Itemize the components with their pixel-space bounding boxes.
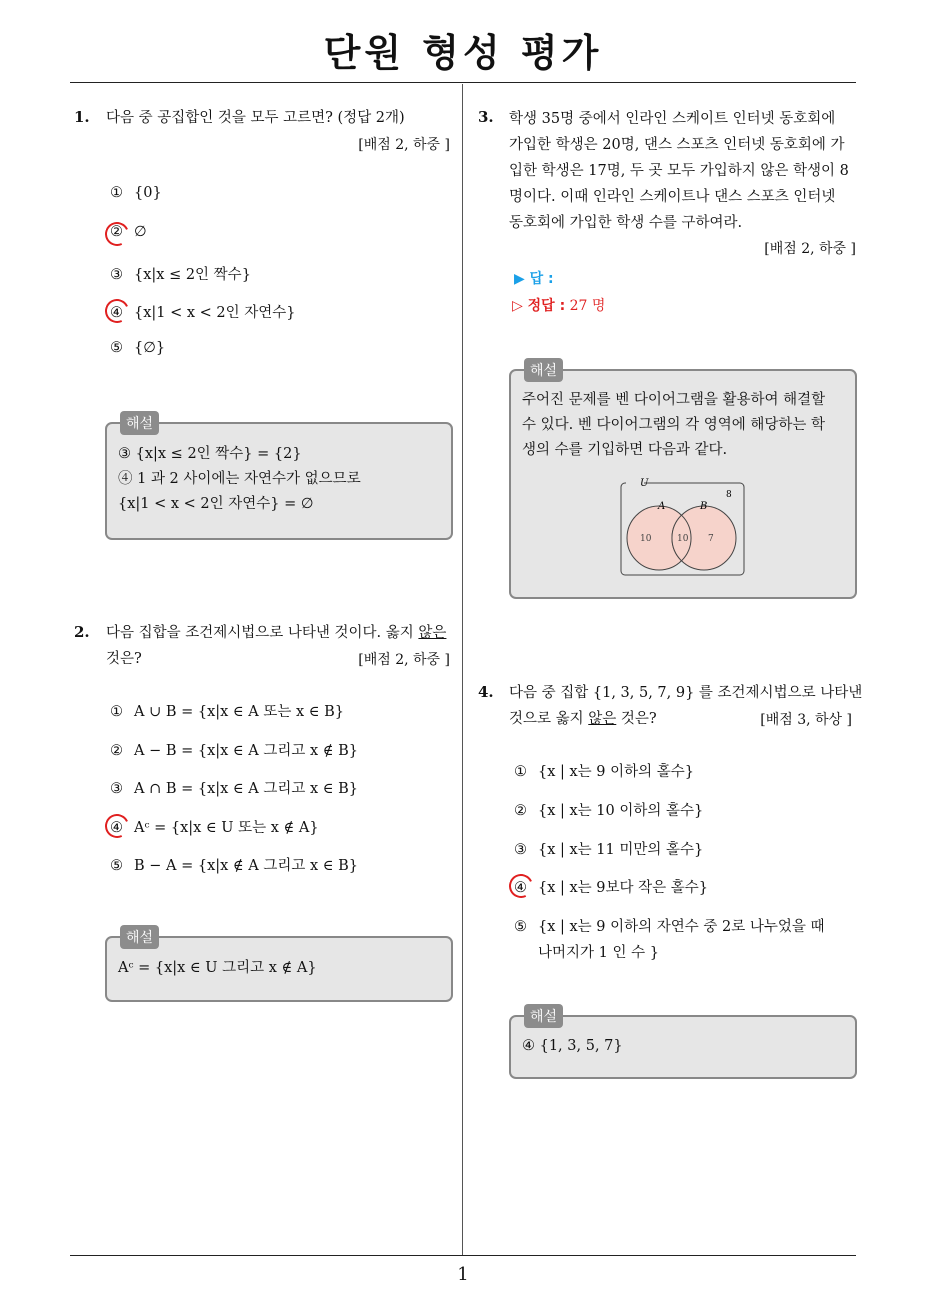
q1-explanation-tag: 해설 — [120, 411, 159, 435]
q1-option-4[interactable]: ④ {x|1 < x < 2인 자연수} — [110, 305, 296, 321]
q2-option-2[interactable]: ② A − B = {x|x ∈ A 그리고 x ∉ B} — [110, 743, 358, 759]
venn-outside-value: 8 — [726, 490, 732, 500]
q4-explanation-tag: 해설 — [524, 1004, 563, 1028]
venn-label-b: B — [700, 501, 708, 512]
q1-option-3[interactable]: ③ {x|x ≤ 2인 짝수} — [110, 267, 251, 283]
q2-option-1[interactable]: ① A ∪ B = {x|x ∈ A 또는 x ∈ B} — [110, 704, 344, 720]
q3-correct-answer: ▷ 정답 : 27 명 — [512, 298, 606, 314]
q4-option-4[interactable]: ④ {x | x는 9보다 작은 홀수} — [514, 880, 709, 896]
q3-number: 3. — [478, 108, 494, 126]
q1-number: 1. — [74, 108, 90, 126]
column-divider — [462, 84, 463, 1256]
q2-number: 2. — [74, 623, 90, 641]
q3-answer-label: ▶ 답 : — [514, 271, 554, 287]
q2-text-line2: 것은? — [106, 651, 142, 667]
q4-number: 4. — [478, 683, 494, 701]
top-rule — [70, 82, 856, 83]
venn-only-a-value: 10 — [640, 534, 652, 544]
q1-meta: [배점 2, 하중 ] — [358, 137, 450, 153]
q4-meta: [배점 3, 하상 ] — [760, 712, 852, 728]
q2-meta: [배점 2, 하중 ] — [358, 652, 450, 668]
q1-option-2[interactable]: ② ∅ — [110, 224, 147, 240]
q1-text: 다음 중 공집합인 것을 모두 고르면? (정답 2개) — [106, 110, 405, 126]
venn-universe-label: U — [640, 478, 649, 489]
q2-explanation-text: Aᶜ = {x|x ∈ U 그리고 x ∉ A} — [118, 960, 317, 976]
q3-text: 학생 35명 중에서 인라인 스케이트 인터넷 동호회에 가입한 학생은 20명, 댄스 스포츠 인터넷 동호회에 가 입한 학생은 17명, 두 곳 모두 가입하지 않은 학생이 8 명이다. 이때 인라인 스케이트나 댄스 스포츠 인터넷 동호회에 가입한 학생 수를 구하여라. — [509, 111, 849, 231]
q2-explanation-tag: 해설 — [120, 925, 159, 949]
q3-meta: [배점 2, 하중 ] — [764, 241, 856, 257]
q3-explanation-text: 주어진 문제를 벤 다이어그램을 활용하여 해결할 수 있다. 벤 다이어그램의 각 영역에 해당하는 학 생의 수를 기입하면 다음과 같다. — [522, 392, 826, 458]
q2-option-3[interactable]: ③ A ∩ B = {x|x ∈ A 그리고 x ∈ B} — [110, 781, 358, 797]
q4-text-line2: 것으로 옳지 않은 것은? — [509, 711, 657, 727]
q2-text-line1: 다음 집합을 조건제시법으로 나타낸 것이다. 옳지 않은 — [106, 625, 447, 641]
q2-option-4[interactable]: ④ Aᶜ = {x|x ∈ U 또는 x ∉ A} — [110, 820, 319, 836]
q3-explanation-tag: 해설 — [524, 358, 563, 382]
venn-only-b-value: 7 — [708, 534, 714, 544]
q4-option-5-continuation: 나머지가 1 인 수 } — [538, 945, 659, 961]
venn-both-value: 10 — [677, 534, 689, 544]
venn-label-a: A — [658, 501, 666, 512]
bottom-rule — [70, 1255, 856, 1256]
q4-option-2[interactable]: ② {x | x는 10 이하의 홀수} — [514, 803, 704, 819]
page-number: 1 — [457, 1264, 469, 1285]
q4-explanation-text: ④ {1, 3, 5, 7} — [522, 1038, 623, 1054]
q2-option-5[interactable]: ⑤ B − A = {x|x ∉ A 그리고 x ∈ B} — [110, 858, 358, 874]
q4-text-line1: 다음 중 집합 {1, 3, 5, 7, 9} 를 조건제시법으로 나타낸 — [509, 685, 863, 701]
q1-option-1[interactable]: ① {0} — [110, 185, 162, 201]
q1-option-5[interactable]: ⑤ {∅} — [110, 340, 166, 356]
q4-option-5[interactable]: ⑤ {x | x는 9 이하의 자연수 중 2로 나누었을 때 — [514, 919, 825, 935]
q4-option-3[interactable]: ③ {x | x는 11 미만의 홀수} — [514, 842, 704, 858]
q4-option-1[interactable]: ① {x | x는 9 이하의 홀수} — [514, 764, 695, 780]
page-title: 단원 형성 평가 — [323, 31, 603, 75]
venn-diagram — [618, 476, 748, 578]
q1-explanation-text: ③ {x|x ≤ 2인 짝수} = {2} ④ 1 과 2 사이에는 자연수가 없으므로 {x|1 < x < 2인 자연수} = ∅ — [118, 446, 361, 512]
